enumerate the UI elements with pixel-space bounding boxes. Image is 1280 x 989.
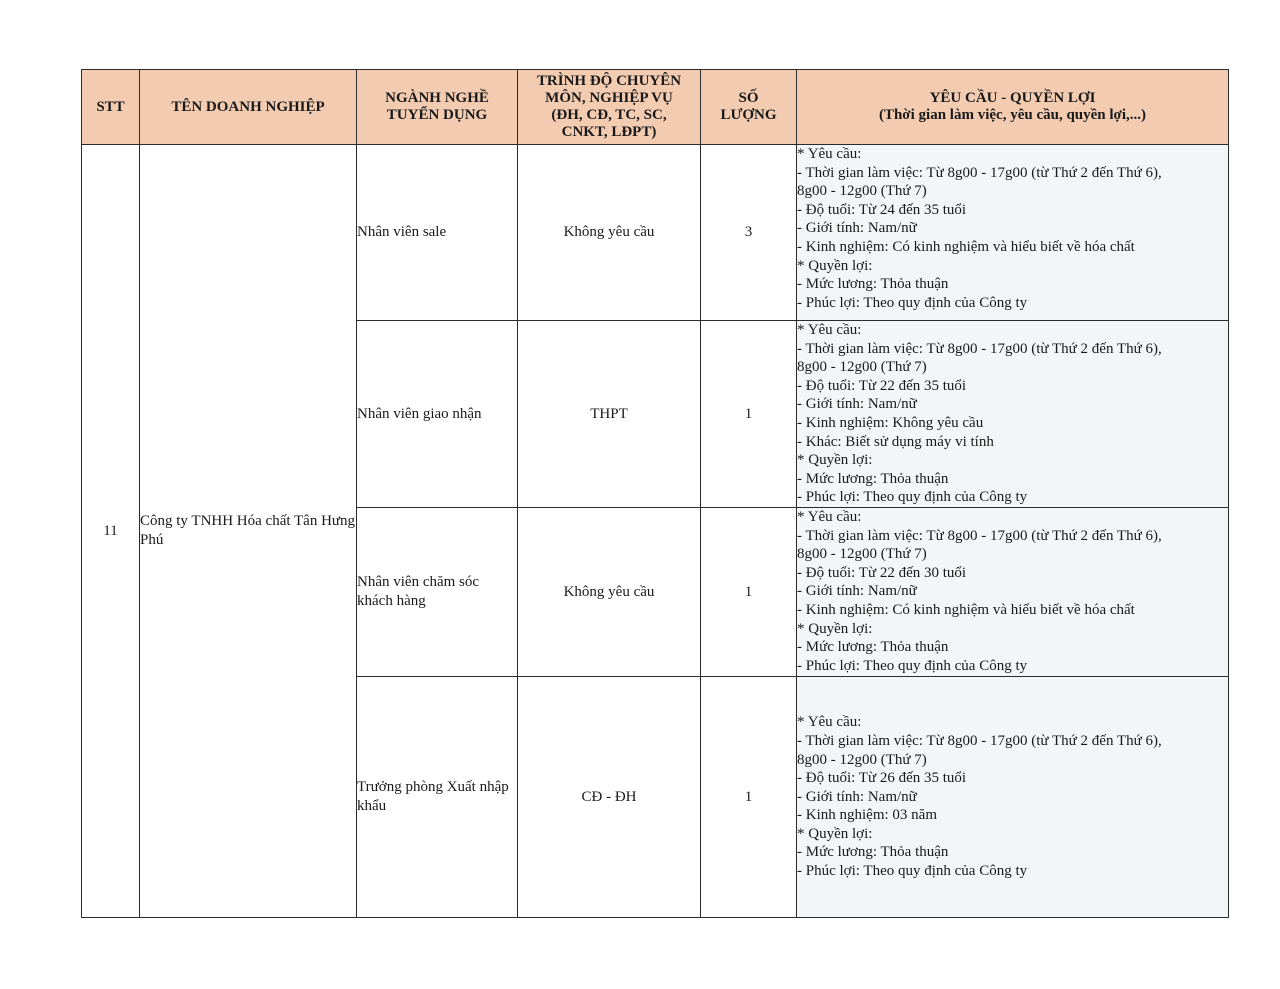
job-quantity: 1 [701, 321, 797, 508]
detail-line: * Yêu cầu: [797, 146, 862, 162]
detail-line: - Mức lương: Thỏa thuận [797, 844, 949, 861]
detail-line: 8g00 - 12g00 (Thứ 7) [797, 359, 927, 376]
detail-line: - Thời gian làm việc: Từ 8g00 - 17g00 (từ Thứ 2 đến Thứ 6), [797, 164, 1162, 181]
detail-line: - Kinh nghiệm: Có kinh nghiệm và hiểu biết về hóa chất [797, 601, 1135, 618]
job-quantity: 1 [701, 677, 797, 918]
detail-line: - Giới tính: Nam/nữ [797, 583, 917, 600]
detail-line: * Quyền lợi: [797, 825, 873, 842]
header-company: TÊN DOANH NGHIỆP [140, 70, 357, 145]
job-level: Không yêu cầu [518, 145, 701, 321]
job-title: Nhân viên sale [357, 145, 518, 321]
detail-line: - Thời gian làm việc: Từ 8g00 - 17g00 (từ Thứ 2 đến Thứ 6), [797, 732, 1162, 749]
job-level: CĐ - ĐH [518, 677, 701, 918]
detail-line: - Phúc lợi: Theo quy định của Công ty [797, 294, 1028, 311]
header-level-line: MÔN, NGHIỆP VỤ [545, 90, 673, 106]
company-name: Công ty TNHH Hóa chất Tân Hưng Phú [140, 145, 357, 918]
detail-line: * Quyền lợi: [797, 257, 873, 274]
header-requirements-line: YÊU CẦU - QUYỀN LỢI [929, 90, 1096, 106]
job-level: THPT [518, 321, 701, 508]
detail-line: * Quyền lợi: [797, 620, 873, 637]
header-requirements [797, 70, 1229, 145]
detail-line: - Kinh nghiệm: 03 năm [797, 807, 937, 824]
job-title: Trưởng phòng Xuất nhập khẩu [357, 677, 518, 918]
detail-line: - Giới tính: Nam/nữ [797, 396, 917, 413]
detail-line: - Thời gian làm việc: Từ 8g00 - 17g00 (từ Thứ 2 đến Thứ 6), [797, 340, 1162, 357]
detail-line: - Độ tuổi: Từ 22 đến 30 tuổi [797, 564, 967, 581]
job-title: Nhân viên giao nhận [357, 321, 518, 508]
job-details [797, 508, 1229, 677]
detail-line: * Yêu cầu: [797, 714, 862, 731]
detail-line: 8g00 - 12g00 (Thứ 7) [797, 751, 927, 768]
detail-line: - Phúc lợi: Theo quy định của Công ty [797, 489, 1028, 506]
detail-line: - Khác: Biết sử dụng máy vi tính [797, 433, 994, 450]
header-quantity-line: SỐ [738, 90, 759, 106]
header-occupation [357, 70, 518, 145]
header-stt: STT [82, 70, 140, 145]
detail-line: * Yêu cầu: [797, 322, 862, 338]
job-details [797, 145, 1229, 321]
header-level-line: CNKT, LĐPT) [561, 124, 657, 140]
detail-line: - Mức lương: Thỏa thuận [797, 470, 949, 487]
detail-line: - Kinh nghiệm: Có kinh nghiệm và hiểu biết về hóa chất [797, 238, 1135, 255]
detail-line: * Quyền lợi: [797, 452, 873, 469]
detail-line: - Mức lương: Thỏa thuận [797, 639, 949, 656]
job-quantity: 3 [701, 145, 797, 321]
header-quantity-line: LƯỢNG [720, 107, 777, 123]
recruitment-table [81, 69, 1229, 918]
table-row [82, 145, 1229, 321]
detail-line: - Độ tuổi: Từ 26 đến 35 tuổi [797, 770, 967, 787]
header-row [82, 70, 1229, 145]
detail-line: 8g00 - 12g00 (Thứ 7) [797, 546, 927, 563]
job-details [797, 321, 1229, 508]
detail-line: - Phúc lợi: Theo quy định của Công ty [797, 863, 1028, 880]
detail-line: - Giới tính: Nam/nữ [797, 788, 917, 805]
header-requirements-line: (Thời gian làm việc, yêu cầu, quyền lợi,...) [878, 107, 1147, 123]
job-title: Nhân viên chăm sóc khách hàng [357, 508, 518, 677]
detail-line: * Yêu cầu: [797, 509, 862, 525]
detail-line: - Thời gian làm việc: Từ 8g00 - 17g00 (từ Thứ 2 đến Thứ 6), [797, 527, 1162, 544]
detail-line: - Giới tính: Nam/nữ [797, 220, 917, 237]
header-occupation-line: TUYỂN DỤNG [386, 107, 488, 123]
job-quantity: 1 [701, 508, 797, 677]
detail-line: - Độ tuổi: Từ 24 đến 35 tuổi [797, 201, 967, 218]
detail-line: 8g00 - 12g00 (Thứ 7) [797, 183, 927, 200]
header-level-line: TRÌNH ĐỘ CHUYÊN [536, 73, 682, 89]
job-level: Không yêu cầu [518, 508, 701, 677]
header-quantity [701, 70, 797, 145]
header-level-line: (ĐH, CĐ, TC, SC, [551, 107, 667, 123]
header-level [518, 70, 701, 145]
detail-line: - Phúc lợi: Theo quy định của Công ty [797, 657, 1028, 674]
header-occupation-line: NGÀNH NGHỀ [385, 90, 489, 106]
detail-line: - Kinh nghiệm: Không yêu cầu [797, 414, 984, 431]
detail-line: - Mức lương: Thỏa thuận [797, 276, 949, 293]
job-details [797, 677, 1229, 918]
detail-line: - Độ tuổi: Từ 22 đến 35 tuổi [797, 377, 967, 394]
company-stt: 11 [82, 145, 140, 918]
